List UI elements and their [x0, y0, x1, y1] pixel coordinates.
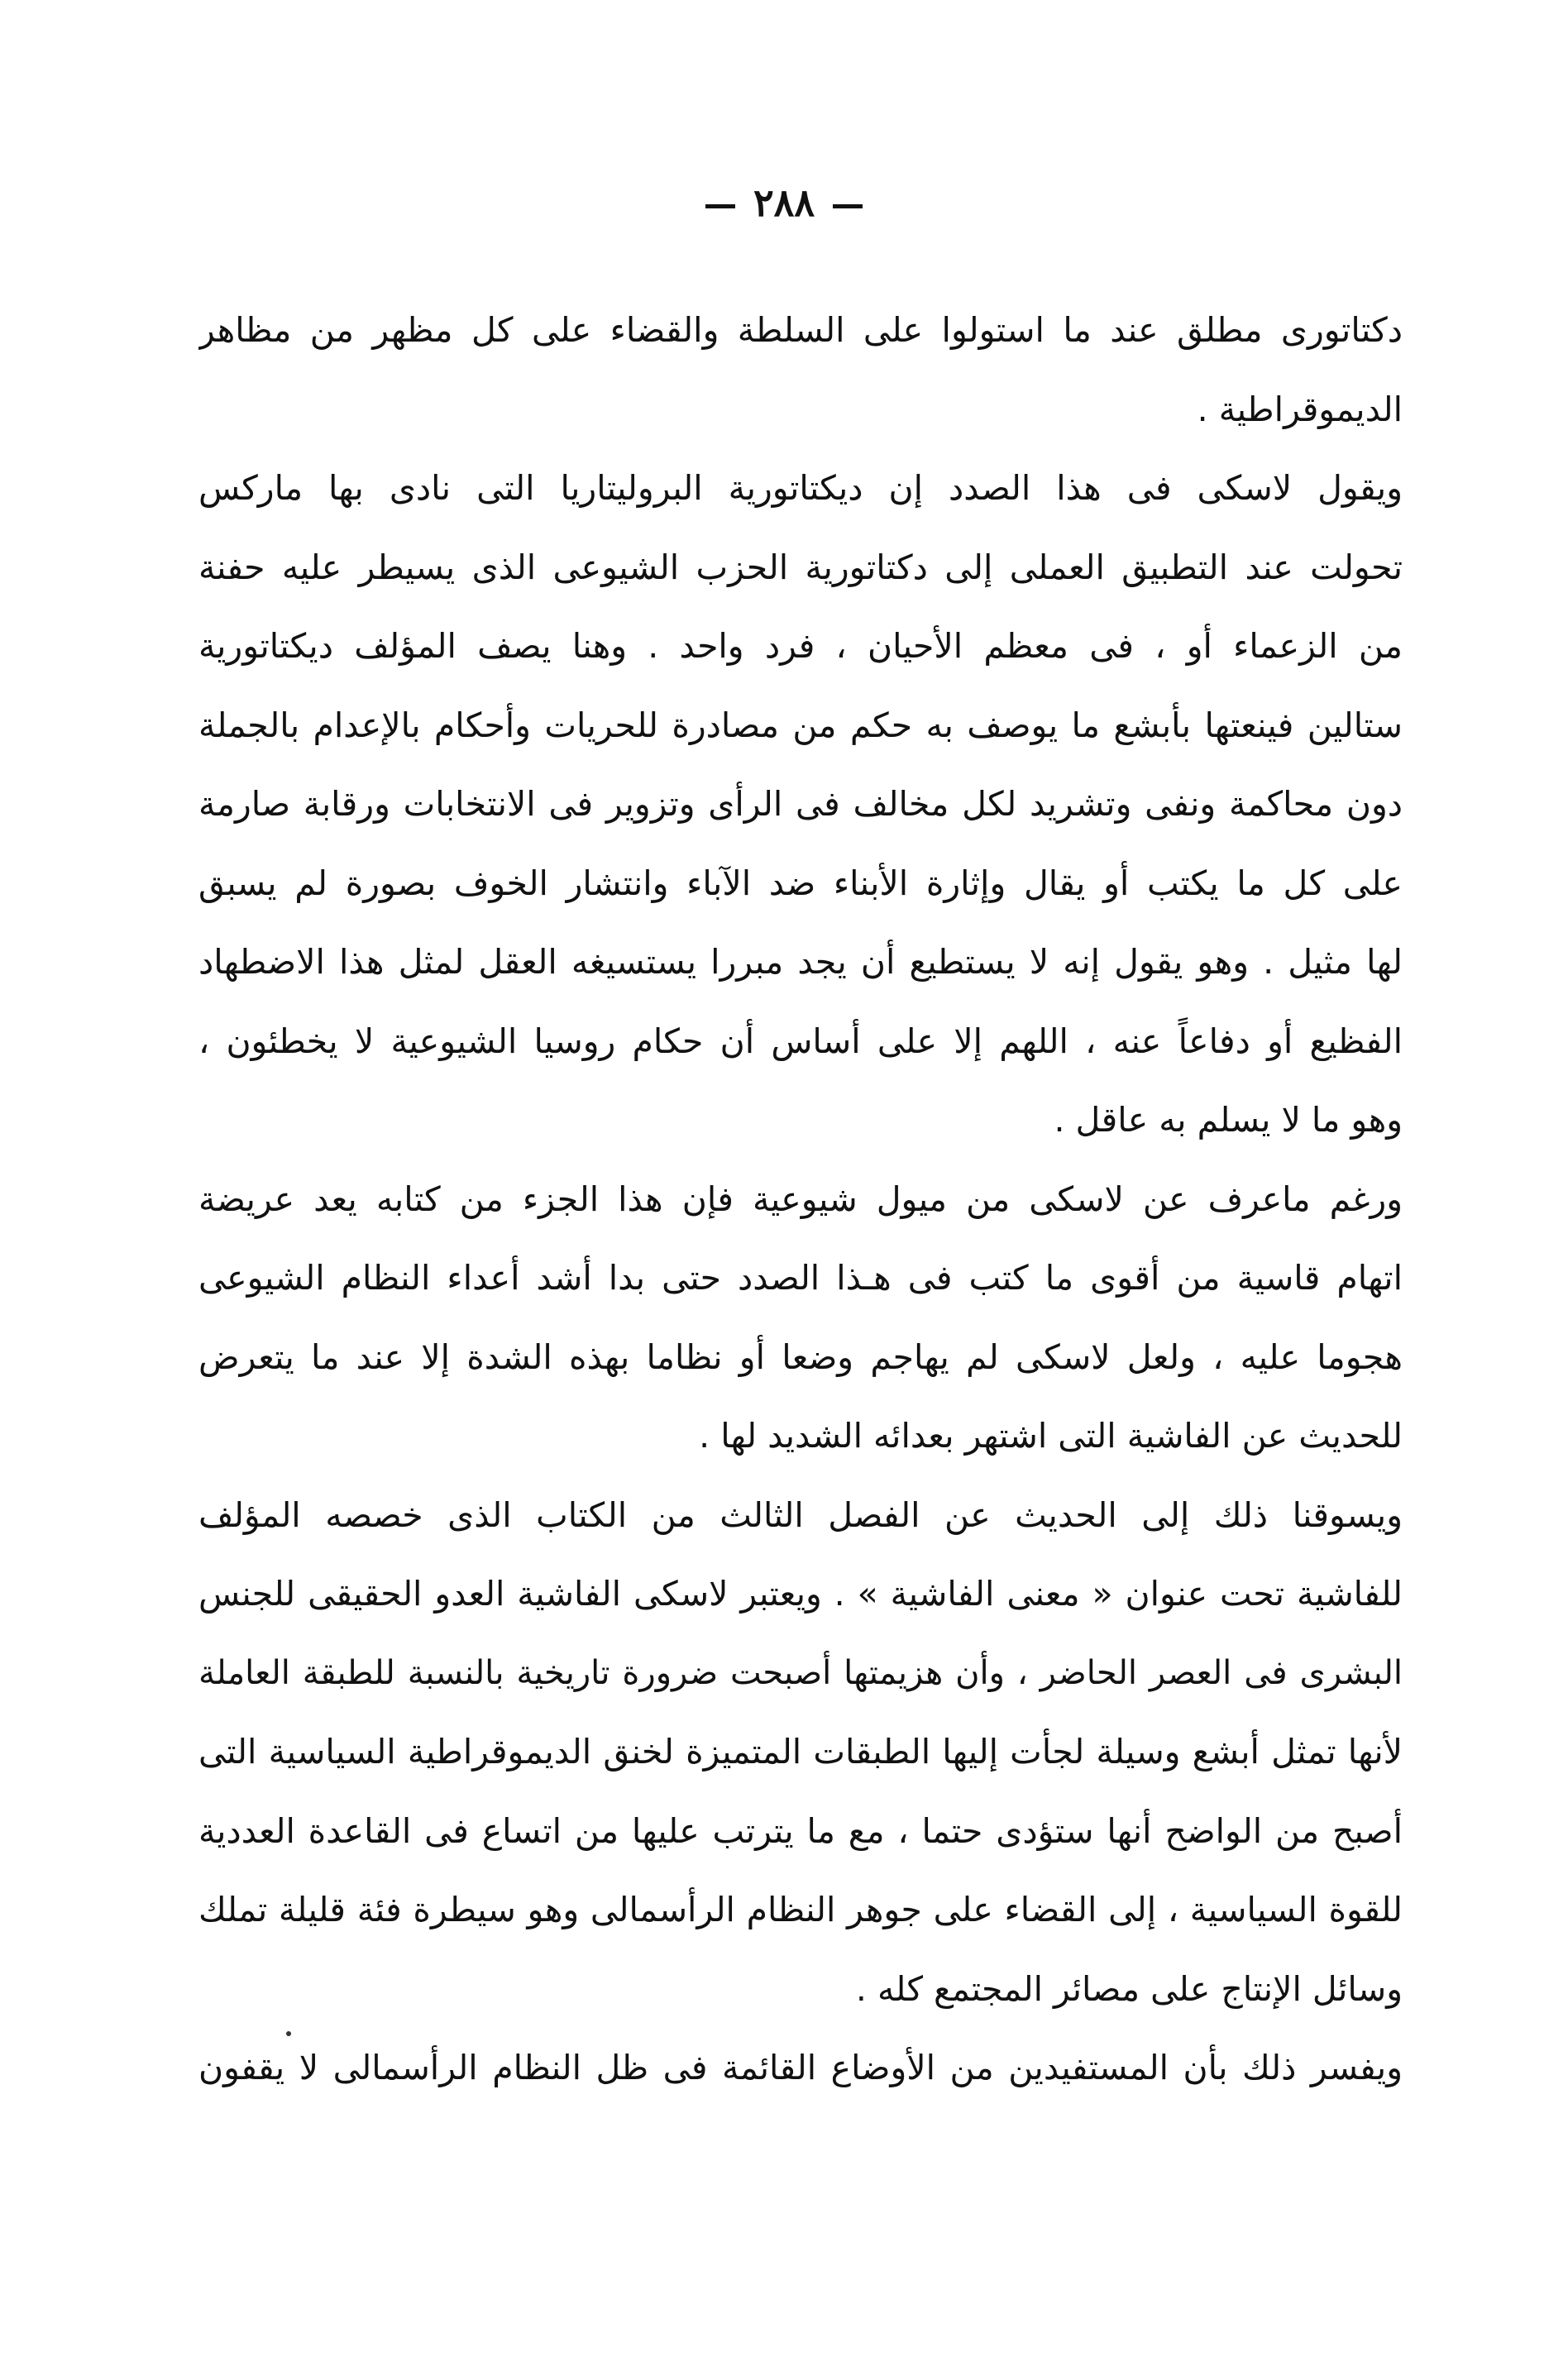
page-number-dash-right	[705, 204, 735, 208]
text-line: للحديث عن الفاشية التى اشتهر بعدائه الشديد لها .	[699, 1416, 1403, 1456]
page-number-dash-left	[833, 204, 863, 208]
text-line: هجوما عليه ، ولعل لاسكى لم يهاجم وضعا أو نظاما بهذه الشدة إلا عند ما يتعرض	[198, 1336, 1403, 1377]
text-line: ويفسر ذلك بأن المستفيدين من الأوضاع القائمة فى ظل النظام الرأسمالى لا يقفون	[198, 2048, 1403, 2087]
text-line: على كل ما يكتب أو يقال وإثارة الأبناء ضد الآباء وانتشار الخوف بصورة لم يسبق	[198, 863, 1403, 903]
text-line: للفاشية تحت عنوان « معنى الفاشية » . ويعتبر لاسكى الفاشية العدو الحقيقى للجنس	[198, 1574, 1403, 1614]
text-line: الديموقراطية .	[1197, 389, 1403, 429]
text-line: أصبح من الواضح أنها ستؤدى حتما ، مع ما يترتب عليها من اتساع فى القاعدة العددية	[198, 1810, 1403, 1851]
text-line: من الزعماء أو ، فى معظم الأحيان ، فرد واحد . وهنا يصف المؤلف ديكتاتورية	[198, 626, 1403, 666]
page-number	[0, 180, 1568, 225]
text-line: الفظيع أو دفاعاً عنه ، اللهم إلا على أساس أن حكام روسيا الشيوعية لا يخطئون ،	[198, 1021, 1403, 1061]
text-line: وهو ما لا يسلم به عاقل .	[1054, 1100, 1403, 1140]
text-line: اتهام قاسية من أقوى ما كتب فى هـذا الصدد حتى بدا أشد أعداء النظام الشيوعى	[198, 1258, 1403, 1298]
text-line: وسائل الإنتاج على مصائر المجتمع كله .	[855, 1968, 1403, 2009]
body-text	[198, 291, 1403, 2259]
text-line: دكتاتورى مطلق عند ما استولوا على السلطة والقضاء على كل مظهر من مظاهر	[198, 310, 1403, 350]
text-line: تحولت عند التطبيق العملى إلى دكتاتورية الحزب الشيوعى الذى يسيطر عليه حفنة	[198, 547, 1403, 587]
text-line: ورغم ماعرف عن لاسكى من ميول شيوعية فإن هذا الجزء من كتابه يعد عريضة	[198, 1179, 1403, 1219]
text-line: ويسوقنا ذلك إلى الحديث عن الفصل الثالث من الكتاب الذى خصصه المؤلف	[198, 1494, 1403, 1535]
text-line: دون محاكمة ونفى وتشريد لكل مخالف فى الرأى وتزوير فى الانتخابات ورقابة صارمة	[198, 784, 1403, 824]
margin-dot	[286, 2031, 291, 2036]
text-line: للقوة السياسية ، إلى القضاء على جوهر النظام الرأسمالى وهو سيطرة فئة قليلة تملك	[198, 1890, 1403, 1929]
text-line: ويقول لاسكى فى هذا الصدد إن ديكتاتورية البروليتاريا التى نادى بها ماركس	[198, 468, 1403, 508]
text-line: لها مثيل . وهو يقول إنه لا يستطيع أن يجد مبررا يستسيغه العقل لمثل هذا الاضطهاد	[198, 942, 1403, 982]
page-number-value: ٢٨٨	[753, 180, 815, 225]
text-line: البشرى فى العصر الحاضر ، وأن هزيمتها أصبحت ضرورة تاريخية بالنسبة للطبقة العاملة	[198, 1653, 1403, 1692]
text-line: لأنها تمثل أبشع وسيلة لجأت إليها الطبقات المتميزة لخنق الديموقراطية السياسية التى	[198, 1732, 1403, 1772]
text-line: ستالين فينعتها بأبشع ما يوصف به حكم من مصادرة للحريات وأحكام بالإعدام بالجملة	[198, 705, 1403, 745]
